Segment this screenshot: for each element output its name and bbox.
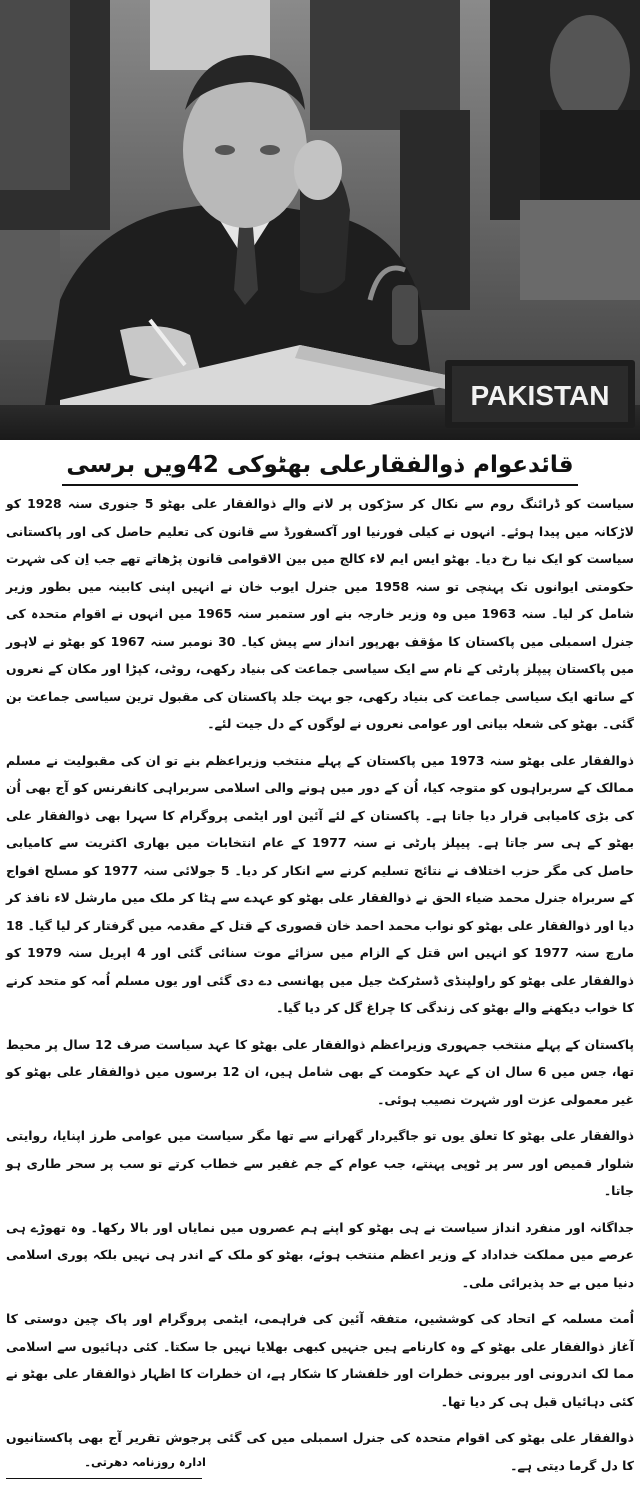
- headline: قائدعوام ذوالفقارعلی بھٹوکی 42ویں برسی: [62, 448, 577, 486]
- paragraph-1: سیاست کو ڈرائنگ روم سے نکال کر سڑکوں پر لانے والے ذوالفقار علی بھٹو 5 جنوری سنہ 1928 کو لاڑکانہ میں پیدا ہوئے۔ انہوں نے کیلی فورنیا اور آکسفورڈ سے قانون کی تعلیم حاصل کی اور پاکستانی سیاست کو ایک نیا رخ دیا۔ بھٹو ایس ایم لاء کالج میں بین الاقوامی قانون پڑھاتے تھے جب اِن کی شہرت حکومتی ایوانوں تک پہنچی تو سنہ 1958 میں جنرل ایوب خان نے انہیں اپنی کابینہ میں بطور وزیر شامل کر لیا۔ سنہ 1963 میں وہ وزیر خارجہ بنے اور ستمبر سنہ 1965 میں انہوں نے اقوام متحدہ کی جنرل اسمبلی میں پاکستان کا مؤقف بھرپور انداز سے پیش کیا۔ 30 نومبر سنہ 1967 کو بھٹو نے لاہور میں پاکستان پیپلز پارٹی کے نام سے ایک سیاسی جماعت کی بنیاد رکھی، روٹی، کپڑا اور مکان کے نعروں کے ساتھ ایک سیاسی جماعت کی بنیاد رکھی، جو بہت جلد پاکستان کی مقبول ترین سیاسی جماعت بن گئی۔ بھٹو کی شعلہ بیانی اور عوامی نعروں نے لوگوں کے دل جیت لئے۔: [6, 496, 635, 731]
- paragraph-2: ذوالفقار علی بھٹو سنہ 1973 میں پاکستان کے پہلے منتخب وزیراعظم بنے تو ان کی مقبولیت نے مسلم ممالک کے سربراہوں کو متوجہ کیا، اُن کے دور میں ہونے والی اسلامی سربراہی کانفرنس کو آج بھی اُن کی بڑی کامیابی قرار دیا جاتا ہے۔ پاکستان کے لئے آئین اور ایٹمی پروگرام کا سہرا بھی ذوالفقار علی بھٹو کے ہی سر جاتا ہے۔ پیپلز پارٹی نے سنہ 1977 کے عام انتخابات میں بھاری اکثریت سے کامیابی حاصل کی مگر حزب اختلاف نے نتائج تسلیم کرنے سے انکار کر دیا۔ 5 جولائی سنہ 1977 کو مسلح افواج کے سربراہ جنرل محمد ضیاء الحق نے ذوالفقار علی بھٹو کو عہدے سے ہٹا کر ملک میں مارشل لاء نافذ کر دیا اور ذوالفقار علی بھٹو کو نواب محمد احمد خان قصوری کے قتل کے مقدمہ میں گرفتار کر لیا گیا۔ 18 مارچ سنہ 1977 کو انہیں اس قتل کے الزام میں سزائے موت سنائی گئی اور 4 اپریل سنہ 1979 کو ذوالفقار علی بھٹو کو راولپنڈی ڈسٹرکٹ جیل میں پھانسی دے دی گئی اور یوں مسلم اُمہ کو متحد کرنے کا خواب دیکھنے والے بھٹو کی زندگی کا چراغ گل کر دیا گیا۔: [6, 752, 634, 1015]
- paragraph-7: ذوالفقار علی بھٹو کی اقوام متحدہ کی جنرل اسمبلی میں کی گئی پرجوش تقریر آج بھی پاکستانیوں کا دل گرما دیتی ہے۔: [6, 1430, 634, 1473]
- paragraph-6: اُمت مسلمہ کے اتحاد کی کوششیں، متفقہ آئین کی فراہمی، ایٹمی پروگرام اور پاک چین دوستی کا آغاز ذوالفقار علی بھٹو کے وہ کارنامے ہیں جنہیں کبھی بھلایا نہیں جا سکتا۔ کئی دہائیوں سے اسلامی مما لک اندرونی اور بیرونی خطرات اور خلفشار کا شکار ہے، ان خطرات کا اظہار ذوالفقار علی بھٹو نے کئی دہائیاں قبل ہی کر دیا تھا۔: [6, 1311, 634, 1409]
- photo-illustration: [0, 0, 640, 440]
- headline-container: [0, 448, 640, 486]
- paragraph-5: جداگانہ اور منفرد انداز سیاست نے ہی بھٹو کو اپنے ہم عصروں میں نمایاں اور بالا رکھا۔ وہ تھوڑے ہی عرصے میں مملکت خداداد کے وزیر اعظم منتخب ہوئے، بھٹو کو ملک کے اندر ہی نہیں بلکہ پوری اسلامی دنیا میں بے حد پذیرائی ملی۔: [6, 1219, 634, 1290]
- signature-rule: [6, 1478, 202, 1479]
- nameplate-text: PAKISTAN: [470, 380, 610, 411]
- paragraph-3: پاکستان کے پہلے منتخب جمہوری وزیراعظم ذوالفقار علی بھٹو کا عہد سیاست صرف 12 سال پر محیط تھا، جس میں 6 سال ان کے عہد حکومت کے بھی شامل ہیں، ان 12 برسوں میں ذوالفقار علی بھٹو کو غیر معمولی عزت اور شہرت نصیب ہوئی۔: [6, 1036, 634, 1107]
- article-photo: [0, 0, 640, 440]
- signature: ادارہ روزنامہ دھرتی۔: [84, 1455, 206, 1469]
- paragraph-4: ذوالفقار علی بھٹو کا تعلق یوں تو جاگیردار گھرانے سے تھا مگر سیاست میں عوامی طرز اپنایا، روایتی شلوار قمیص اور سر پر ٹوپی پہنتے، جب عوام کے جم غفیر سے خطاب کرتے تو سب پر سحر طاری ہو جاتا۔: [6, 1128, 634, 1198]
